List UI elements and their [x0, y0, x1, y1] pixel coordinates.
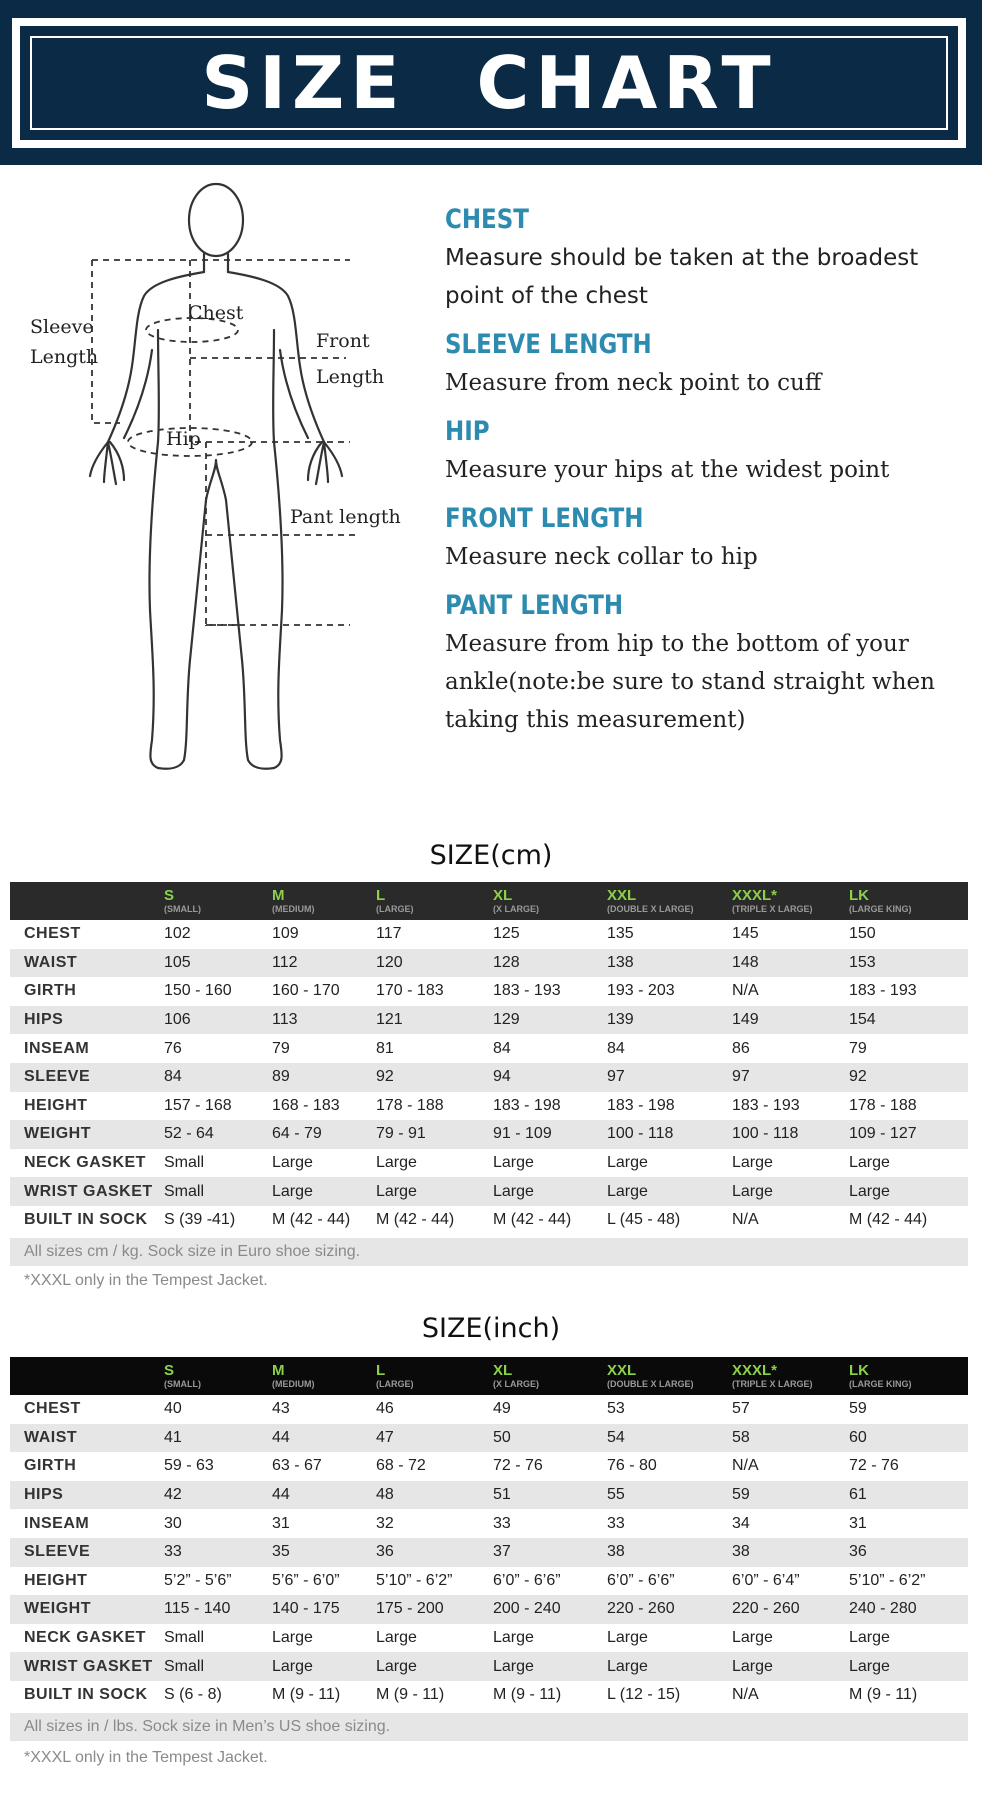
table-cell: 150: [849, 925, 876, 943]
table-cell: 160 - 170: [272, 982, 340, 1000]
size-table-cm: [10, 882, 968, 1235]
table-cell: Large: [849, 1657, 890, 1675]
table-cell: 148: [732, 953, 759, 971]
size-code: L: [376, 886, 386, 904]
table-cell: 113: [272, 1011, 298, 1029]
size-name: (DOUBLE X LARGE): [607, 1378, 694, 1389]
table-cell: S (39 -41): [164, 1211, 236, 1229]
row-label: NECK GASKET: [24, 1629, 146, 1647]
table-cell: 183 - 193: [493, 982, 561, 1000]
row-label: HIPS: [24, 1011, 64, 1029]
table-cell: 61: [849, 1486, 867, 1504]
header-corner-cell: [10, 1357, 162, 1395]
label-hip: Hip: [166, 428, 201, 450]
table-cell: Small: [164, 1629, 205, 1647]
table-cell: 35: [272, 1543, 290, 1561]
table-cell: 92: [376, 1068, 394, 1086]
table-row: [10, 1063, 968, 1092]
row-label: HIPS: [24, 1486, 64, 1504]
table-cell: 6’0” - 6’4”: [732, 1571, 800, 1589]
table-cell: 32: [376, 1514, 394, 1532]
table-cell: 109: [272, 925, 299, 943]
definition-text: Measure from hip to the bottom of your ankle(note:be sure to stand straight when taking this measurement): [445, 631, 935, 733]
table-cell: Large: [376, 1657, 417, 1675]
table-row: [10, 1652, 968, 1681]
table-cell: 91 - 109: [493, 1125, 552, 1143]
table-cell: Large: [272, 1182, 313, 1200]
table-cell: 170 - 183: [376, 982, 444, 1000]
table-cell: 38: [732, 1543, 750, 1561]
size-table-inch: [10, 1357, 968, 1710]
size-code: XXL: [607, 886, 637, 904]
size-name: (X LARGE): [493, 1378, 539, 1389]
size-code: XL: [493, 1361, 513, 1379]
table-row: [10, 1092, 968, 1121]
table-cell: 52 - 64: [164, 1125, 214, 1143]
table-cell: 57: [732, 1400, 750, 1418]
table-cell: 84: [607, 1039, 625, 1057]
table-cell: 46: [376, 1400, 394, 1418]
table-cell: 58: [732, 1428, 750, 1446]
size-name: (LARGE): [376, 903, 414, 914]
row-label: HEIGHT: [24, 1096, 88, 1114]
row-label: SLEEVE: [24, 1543, 91, 1561]
table-cell: 97: [607, 1068, 625, 1086]
table-cell: 51: [493, 1486, 511, 1504]
table-row: [10, 1395, 968, 1424]
table-cell: M (42 - 44): [493, 1211, 572, 1229]
table-cell: N/A: [732, 1457, 759, 1475]
page-title: SIZE CHART: [201, 41, 777, 125]
table-cell: 138: [607, 953, 634, 971]
label-front: Front: [316, 330, 370, 352]
cm-table-footnote: *XXXL only in the Tempest Jacket.: [24, 1272, 268, 1289]
table-cell: 54: [607, 1428, 625, 1446]
definition-pant-length: [445, 590, 965, 739]
table-cell: 6’0” - 6’6”: [607, 1571, 675, 1589]
table-cell: 59: [849, 1400, 867, 1418]
table-row: [10, 1149, 968, 1178]
table-cell: 105: [164, 953, 191, 971]
table-cell: 33: [493, 1514, 511, 1532]
table-cell: 55: [607, 1486, 625, 1504]
table-cell: 139: [607, 1011, 634, 1029]
label-chest: Chest: [188, 302, 244, 324]
size-header-cell: [374, 1357, 491, 1395]
table-cell: M (9 - 11): [849, 1686, 918, 1704]
size-code: M: [272, 1361, 285, 1379]
table-cell: 79 - 91: [376, 1125, 426, 1143]
label-sleeve: Sleeve: [30, 316, 94, 338]
label-sleeve-length: Length: [30, 346, 99, 368]
row-label: CHEST: [24, 1400, 81, 1418]
body-outline-illustration: [20, 180, 420, 780]
table-cell: M (9 - 11): [493, 1686, 562, 1704]
table-cell: 50: [493, 1428, 511, 1446]
table-cell: N/A: [732, 1686, 759, 1704]
size-code: XL: [493, 886, 513, 904]
table-row: [10, 1538, 968, 1567]
row-label: GIRTH: [24, 1457, 77, 1475]
table-cell: Large: [607, 1629, 648, 1647]
table-cell: 89: [272, 1068, 290, 1086]
table-cell: Large: [493, 1182, 534, 1200]
row-label: WAIST: [24, 953, 78, 971]
table-cell: 44: [272, 1428, 290, 1446]
table-cell: 44: [272, 1486, 290, 1504]
table-cell: 84: [164, 1068, 182, 1086]
table-cell: 81: [376, 1039, 394, 1057]
table-row: [10, 1206, 968, 1235]
inch-table-note: All sizes in / lbs. Sock size in Men’s US shoe sizing.: [10, 1713, 968, 1741]
table-cell: 175 - 200: [376, 1600, 444, 1618]
table-cell: N/A: [732, 982, 759, 1000]
size-header-cell: [605, 882, 730, 920]
table-cell: 115 - 140: [164, 1600, 231, 1618]
table-cell: L (12 - 15): [607, 1686, 681, 1704]
inch-table-footnote: *XXXL only in the Tempest Jacket.: [24, 1749, 268, 1766]
definition-front-length: [445, 503, 965, 576]
table-cell: 129: [493, 1011, 520, 1029]
definition-chest: [445, 204, 965, 315]
table-cell: Large: [376, 1154, 417, 1172]
table-cell: Large: [493, 1154, 534, 1172]
table-row: [10, 1424, 968, 1453]
table-row: [10, 920, 968, 949]
definition-sleeve-length: [445, 329, 965, 402]
row-label: WRIST GASKET: [24, 1182, 153, 1200]
row-label: SLEEVE: [24, 1068, 91, 1086]
table-cell: 86: [732, 1039, 750, 1057]
size-code: L: [376, 1361, 386, 1379]
size-code: XXXL*: [732, 886, 778, 904]
row-label: WAIST: [24, 1428, 78, 1446]
table-cell: 100 - 118: [732, 1125, 799, 1143]
table-cell: Large: [732, 1657, 773, 1675]
row-label: BUILT IN SOCK: [24, 1686, 148, 1704]
size-header-cell: [730, 1357, 847, 1395]
size-code: S: [164, 886, 175, 904]
measurement-definitions: [445, 190, 965, 739]
size-header-cell: [605, 1357, 730, 1395]
table-row: [10, 1006, 968, 1035]
table-row: [10, 1481, 968, 1510]
size-name: (LARGE KING): [849, 903, 912, 914]
table-cell: 53: [607, 1400, 625, 1418]
table-cell: Large: [493, 1629, 534, 1647]
table-row: [10, 1567, 968, 1596]
table-cell: Large: [849, 1182, 890, 1200]
table-cell: 200 - 240: [493, 1600, 561, 1618]
table-cell: Small: [164, 1182, 205, 1200]
table-cell: 5’2” - 5’6”: [164, 1571, 232, 1589]
table-cell: 220 - 260: [732, 1600, 800, 1618]
table-cell: 145: [732, 925, 759, 943]
measurement-guide: [0, 170, 982, 795]
table-cell: 157 - 168: [164, 1096, 232, 1114]
row-label: WEIGHT: [24, 1125, 91, 1143]
row-label: INSEAM: [24, 1039, 90, 1057]
table-cell: 59 - 63: [164, 1457, 214, 1475]
cm-table-title: SIZE(cm): [429, 840, 553, 871]
size-name: (DOUBLE X LARGE): [607, 903, 694, 914]
row-label: NECK GASKET: [24, 1154, 146, 1172]
table-cell: 43: [272, 1400, 290, 1418]
table-cell: 97: [732, 1068, 750, 1086]
definition-term: SLEEVE LENGTH: [445, 329, 652, 360]
table-cell: N/A: [732, 1211, 759, 1229]
header-corner-cell: [10, 882, 162, 920]
table-cell: 193 - 203: [607, 982, 675, 1000]
size-header-cell: [162, 1357, 270, 1395]
table-cell: S (6 - 8): [164, 1686, 222, 1704]
table-cell: 149: [732, 1011, 759, 1029]
table-row: [10, 1681, 968, 1710]
table-cell: M (42 - 44): [376, 1211, 455, 1229]
table-cell: 92: [849, 1068, 867, 1086]
table-cell: 150 - 160: [164, 982, 232, 1000]
table-cell: 154: [849, 1011, 876, 1029]
banner-inner-frame: [30, 36, 948, 130]
table-cell: 153: [849, 953, 876, 971]
size-code: LK: [849, 1361, 869, 1379]
table-cell: M (42 - 44): [849, 1211, 928, 1229]
table-cell: 68 - 72: [376, 1457, 426, 1475]
table-cell: 102: [164, 925, 191, 943]
table-cell: M (42 - 44): [272, 1211, 351, 1229]
table-cell: Large: [607, 1154, 648, 1172]
table-cell: 42: [164, 1486, 182, 1504]
table-cell: Large: [272, 1154, 313, 1172]
banner: [0, 0, 982, 165]
table-cell: 168 - 183: [272, 1096, 340, 1114]
table-cell: 125: [493, 925, 520, 943]
table-cell: 121: [376, 1011, 403, 1029]
table-cell: 183 - 198: [607, 1096, 675, 1114]
table-cell: 79: [849, 1039, 867, 1057]
table-cell: 120: [376, 953, 403, 971]
table-row: [10, 1120, 968, 1149]
table-cell: 47: [376, 1428, 394, 1446]
size-code: XXL: [607, 1361, 637, 1379]
size-header-cell: [270, 1357, 374, 1395]
table-cell: 41: [164, 1428, 182, 1446]
table-cell: 117: [376, 925, 402, 943]
table-cell: 5’6” - 6’0”: [272, 1571, 340, 1589]
table-cell: Small: [164, 1657, 205, 1675]
table-cell: 128: [493, 953, 520, 971]
table-row: [10, 1624, 968, 1653]
table-cell: 94: [493, 1068, 511, 1086]
table-cell: 135: [607, 925, 634, 943]
row-label: INSEAM: [24, 1514, 90, 1532]
size-name: (SMALL): [164, 903, 201, 914]
row-label: BUILT IN SOCK: [24, 1211, 148, 1229]
table-cell: 30: [164, 1514, 182, 1532]
table-cell: 5’10” - 6’2”: [376, 1571, 453, 1589]
definition-term: HIP: [445, 416, 490, 447]
cm-table-note: All sizes cm / kg. Sock size in Euro shoe sizing.: [10, 1238, 968, 1266]
definition-term: PANT LENGTH: [445, 590, 624, 621]
table-cell: Large: [732, 1182, 773, 1200]
size-name: (LARGE KING): [849, 1378, 912, 1389]
table-cell: 36: [376, 1543, 394, 1561]
size-header-cell: [162, 882, 270, 920]
row-label: CHEST: [24, 925, 81, 943]
table-cell: 183 - 193: [849, 982, 917, 1000]
table-cell: 60: [849, 1428, 867, 1446]
size-header-cell: [730, 882, 847, 920]
banner-frame: [12, 18, 966, 148]
table-row: [10, 1452, 968, 1481]
table-cell: 49: [493, 1400, 511, 1418]
body-figure: [20, 180, 420, 780]
table-cell: 64 - 79: [272, 1125, 322, 1143]
size-name: (X LARGE): [493, 903, 539, 914]
table-cell: 178 - 188: [849, 1096, 917, 1114]
table-cell: 31: [272, 1514, 290, 1532]
table-cell: Small: [164, 1154, 205, 1172]
row-label: WEIGHT: [24, 1600, 91, 1618]
table-cell: 72 - 76: [493, 1457, 543, 1475]
table-cell: Large: [849, 1154, 890, 1172]
table-row: [10, 1177, 968, 1206]
definition-term: CHEST: [445, 204, 529, 235]
size-header-cell: [847, 882, 968, 920]
table-cell: 76 - 80: [607, 1457, 657, 1475]
table-cell: 183 - 198: [493, 1096, 561, 1114]
size-name: (MEDIUM): [272, 1378, 315, 1389]
table-cell: 31: [849, 1514, 867, 1532]
table-cell: M (9 - 11): [376, 1686, 445, 1704]
table-cell: Large: [272, 1657, 313, 1675]
size-header-cell: [491, 1357, 605, 1395]
table-row: [10, 1595, 968, 1624]
table-cell: 178 - 188: [376, 1096, 444, 1114]
row-label: GIRTH: [24, 982, 77, 1000]
table-row: [10, 977, 968, 1006]
size-name: (TRIPLE X LARGE): [732, 903, 813, 914]
inch-table-title: SIZE(inch): [421, 1313, 561, 1344]
table-row: [10, 949, 968, 978]
table-cell: 38: [607, 1543, 625, 1561]
table-cell: Large: [493, 1657, 534, 1675]
table-cell: 33: [164, 1543, 182, 1561]
table-cell: 100 - 118: [607, 1125, 674, 1143]
table-cell: 40: [164, 1400, 182, 1418]
table-cell: 79: [272, 1039, 290, 1057]
table-cell: 140 - 175: [272, 1600, 340, 1618]
size-name: (MEDIUM): [272, 903, 315, 914]
row-label: HEIGHT: [24, 1571, 88, 1589]
size-code: XXXL*: [732, 1361, 778, 1379]
definition-text: Measure should be taken at the broadest point of the chest: [445, 245, 919, 309]
table-row: [10, 1034, 968, 1063]
definition-text: Measure your hips at the widest point: [445, 457, 890, 483]
table-cell: 59: [732, 1486, 750, 1504]
label-pant-length: Pant length: [290, 506, 401, 528]
table-cell: M (9 - 11): [272, 1686, 341, 1704]
definition-text: Measure from neck point to cuff: [445, 370, 822, 396]
table-cell: 63 - 67: [272, 1457, 322, 1475]
row-label: WRIST GASKET: [24, 1657, 153, 1675]
table-cell: L (45 - 48): [607, 1211, 681, 1229]
table-cell: 37: [493, 1543, 511, 1561]
table-cell: Large: [732, 1154, 773, 1172]
table-cell: 106: [164, 1011, 191, 1029]
table-cell: Large: [376, 1182, 417, 1200]
table-cell: Large: [376, 1629, 417, 1647]
table-cell: 220 - 260: [607, 1600, 675, 1618]
table-cell: 33: [607, 1514, 625, 1532]
size-name: (SMALL): [164, 1378, 201, 1389]
size-header-cell: [847, 1357, 968, 1395]
table-cell: Large: [732, 1629, 773, 1647]
table-cell: 5’10” - 6’2”: [849, 1571, 926, 1589]
table-cell: 72 - 76: [849, 1457, 899, 1475]
size-code: LK: [849, 886, 869, 904]
table-cell: 34: [732, 1514, 750, 1532]
size-name: (LARGE): [376, 1378, 414, 1389]
table-cell: 48: [376, 1486, 394, 1504]
table-cell: 6’0” - 6’6”: [493, 1571, 561, 1589]
definition-text: Measure neck collar to hip: [445, 544, 758, 570]
definition-term: FRONT LENGTH: [445, 503, 644, 534]
size-header-cell: [491, 882, 605, 920]
table-cell: Large: [849, 1629, 890, 1647]
table-cell: Large: [607, 1182, 648, 1200]
table-cell: Large: [607, 1657, 648, 1675]
size-name: (TRIPLE X LARGE): [732, 1378, 813, 1389]
size-code: S: [164, 1361, 175, 1379]
table-cell: 112: [272, 953, 298, 971]
table-cell: 240 - 280: [849, 1600, 917, 1618]
table-header-row: [10, 1357, 968, 1395]
size-code: M: [272, 886, 285, 904]
table-cell: 109 - 127: [849, 1125, 917, 1143]
size-header-cell: [374, 882, 491, 920]
size-header-cell: [270, 882, 374, 920]
table-header-row: [10, 882, 968, 920]
table-cell: 183 - 193: [732, 1096, 800, 1114]
table-cell: 36: [849, 1543, 867, 1561]
table-cell: 84: [493, 1039, 511, 1057]
label-front-length: Length: [316, 366, 385, 388]
table-cell: 76: [164, 1039, 182, 1057]
definition-hip: [445, 416, 965, 489]
table-cell: Large: [272, 1629, 313, 1647]
table-row: [10, 1509, 968, 1538]
